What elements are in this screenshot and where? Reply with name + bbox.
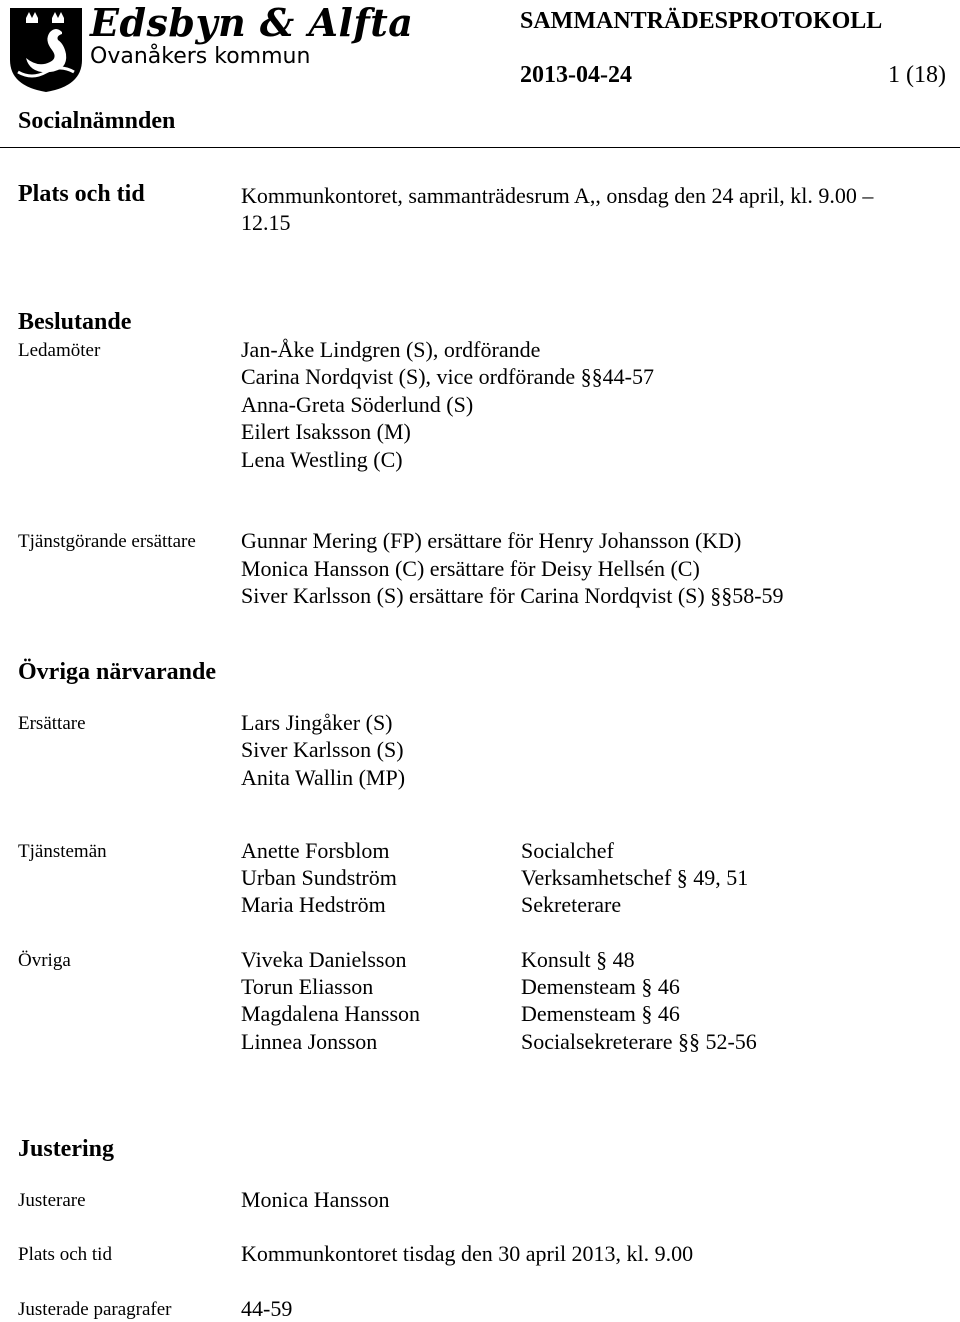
official-role: Sekreterare	[521, 892, 622, 917]
header-divider	[0, 147, 960, 148]
justerade-paragrafer-value: 44-59	[241, 1296, 293, 1321]
swan-emblem-icon	[4, 2, 88, 94]
other-attendee-name: Viveka Danielsson	[241, 947, 407, 972]
municipality-logo	[4, 0, 414, 94]
justerare-label: Justerare	[18, 1190, 86, 1211]
beslutande-heading: Beslutande	[18, 309, 132, 335]
members-label: Ledamöter	[18, 340, 101, 361]
page-number: 1 (18)	[888, 62, 946, 88]
member-name: Carina Nordqvist (S), vice ordförande §§44-57	[241, 364, 655, 389]
official-name: Anette Forsblom	[241, 838, 390, 863]
justerade-paragrafer-label: Justerade paragrafer	[18, 1299, 172, 1320]
place-time-label: Plats och tid	[18, 181, 145, 207]
other-attendee-role: Demensteam § 46	[521, 974, 680, 999]
official-name: Urban Sundström	[241, 865, 397, 890]
official-role: Socialchef	[521, 838, 614, 863]
ersattare-name: Lars Jingåker (S)	[241, 710, 393, 735]
other-attendee-role: Socialsekreterare §§ 52-56	[521, 1029, 757, 1054]
substitute-entry: Siver Karlsson (S) ersättare för Carina Nordqvist (S) §§58-59	[241, 583, 784, 608]
other-attendee-name: Magdalena Hansson	[241, 1001, 421, 1026]
member-name: Eilert Isaksson (M)	[241, 419, 411, 444]
committee-name: Socialnämnden	[18, 108, 176, 134]
document-date: 2013-04-24	[520, 62, 632, 88]
tjansteman-label: Tjänstemän	[18, 841, 107, 862]
justerare-name: Monica Hansson	[241, 1187, 390, 1212]
logo-title: Edsbyn & Alfta	[90, 0, 414, 45]
ersattare-label: Ersättare	[18, 713, 86, 734]
member-name: Anna-Greta Söderlund (S)	[241, 392, 474, 417]
member-name: Jan-Åke Lindgren (S), ordförande	[241, 337, 541, 362]
logo-subtitle: Ovanåkers kommun	[90, 44, 311, 69]
other-attendee-role: Demensteam § 46	[521, 1001, 680, 1026]
ovriga-label: Övriga	[18, 950, 71, 971]
official-name: Maria Hedström	[241, 892, 386, 917]
justering-place-label: Plats och tid	[18, 1244, 112, 1265]
place-time-line-1: Kommunkontoret, sammanträdesrum A,, onsdag den 24 april, kl. 9.00 –	[241, 183, 874, 208]
substitutes-label: Tjänstgörande ersättare	[18, 531, 196, 552]
substitute-entry: Gunnar Mering (FP) ersättare för Henry Johansson (KD)	[241, 528, 742, 553]
justering-place-time: Kommunkontoret tisdag den 30 april 2013, kl. 9.00	[241, 1241, 694, 1266]
justering-heading: Justering	[18, 1136, 114, 1162]
ersattare-name: Anita Wallin (MP)	[241, 765, 406, 790]
ersattare-name: Siver Karlsson (S)	[241, 737, 404, 762]
official-role: Verksamhetschef § 49, 51	[521, 865, 749, 890]
member-name: Lena Westling (C)	[241, 447, 403, 472]
document-title: SAMMANTRÄDESPROTOKOLL	[520, 8, 883, 34]
ovriga-narvarande-heading: Övriga närvarande	[18, 659, 216, 685]
other-attendee-role: Konsult § 48	[521, 947, 635, 972]
other-attendee-name: Torun Eliasson	[241, 974, 374, 999]
substitute-entry: Monica Hansson (C) ersättare för Deisy Hellsén (C)	[241, 556, 700, 581]
other-attendee-name: Linnea Jonsson	[241, 1029, 378, 1054]
place-time-line-2: 12.15	[241, 210, 291, 235]
